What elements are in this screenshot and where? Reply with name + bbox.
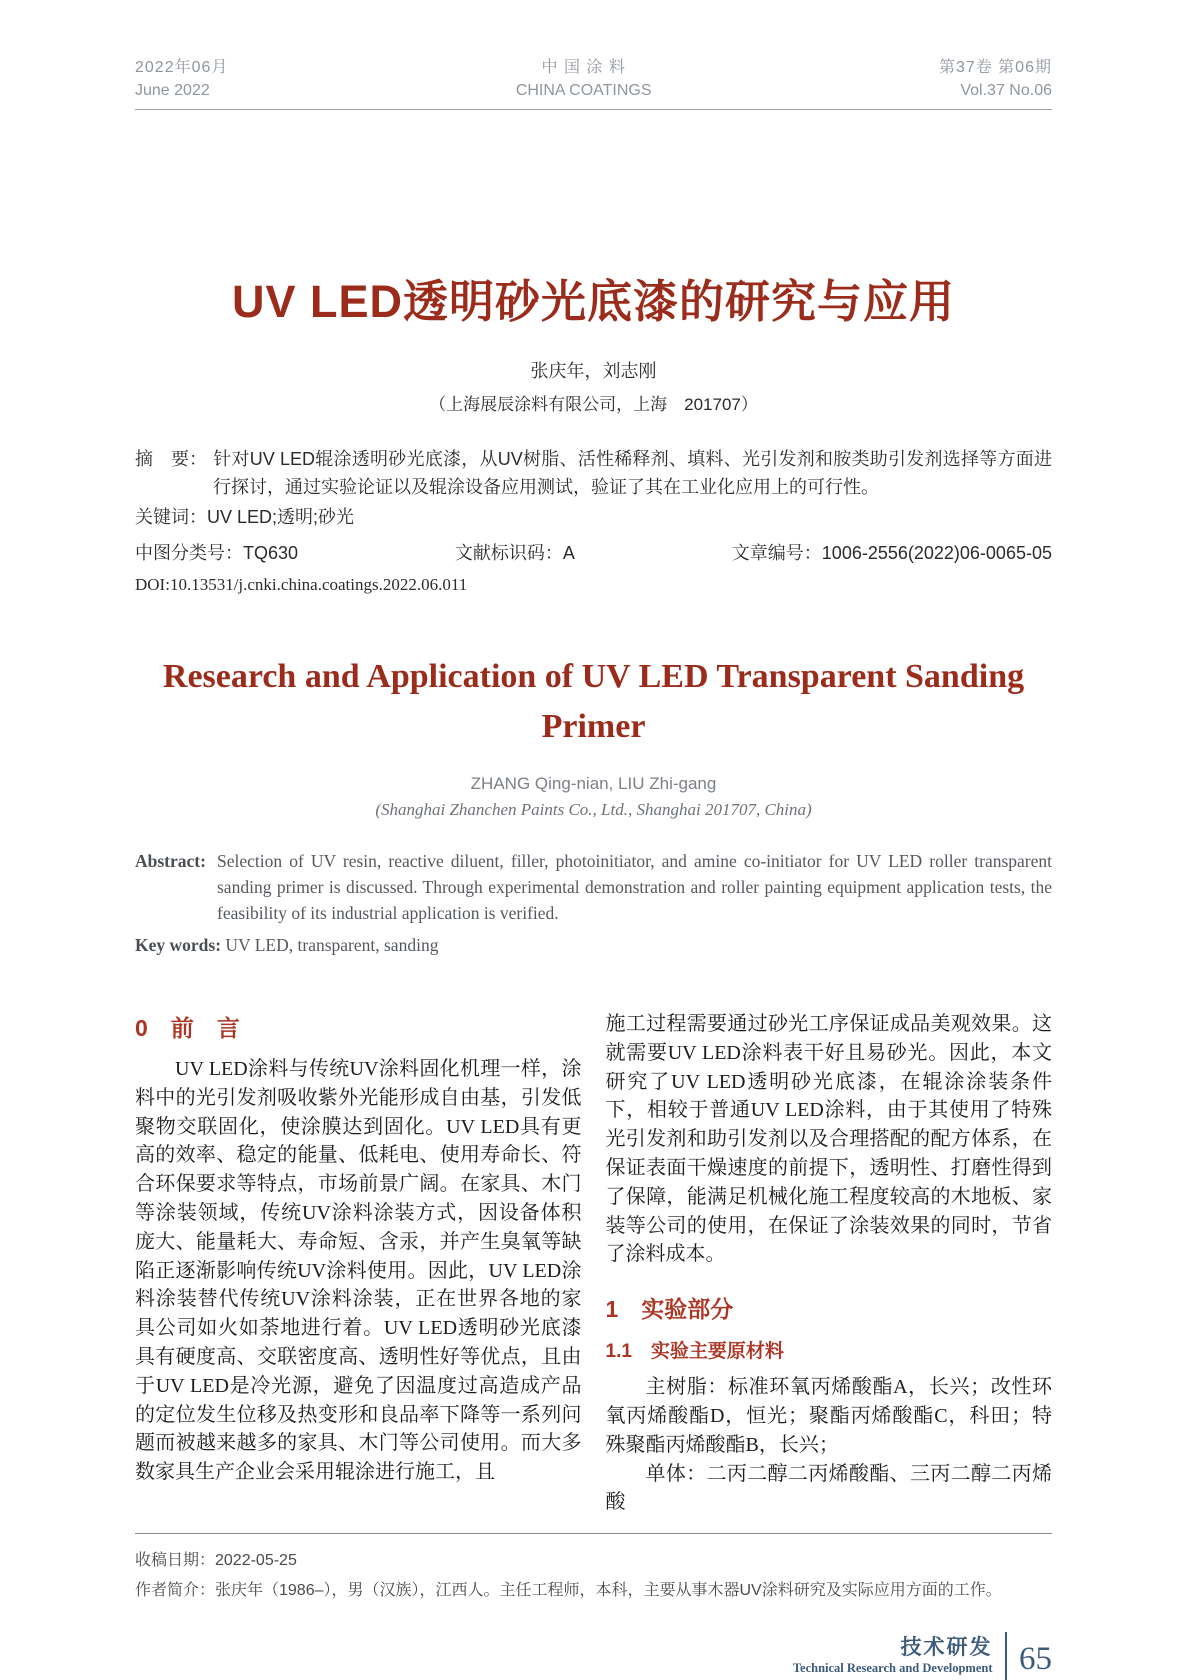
keywords-cn: [135, 503, 1052, 531]
column-left: [135, 1010, 582, 1517]
section-0-paragraph-continued: 施工过程需要通过砂光工序保证成品美观效果。这就需要UV LED涂料表干好且易砂光。因此，本文研究了UV LED透明砂光底漆，在辊涂涂装条件下，相较于普通UV LED涂料，由于其使用了特殊光引发剂和助引发剂以及合理搭配的配方体系，在保证表面干燥速度的前提下，透明性、打磨性得到了保障，能满足机械化施工程度较高的木地板、家装等公司的使用，在保证了涂装效果的同时，节省了涂料成本。: [605, 1013, 1052, 1266]
monomer-paragraph: 单体：二丙二醇二丙烯酸酯、三丙二醇二丙烯酸: [605, 1462, 1052, 1514]
section-0-heading: 0 前 言: [135, 1015, 240, 1041]
authors-en: ZHANG Qing-nian, LIU Zhi-gang: [470, 774, 717, 793]
abstract-label-cn: 摘 要：: [135, 449, 207, 469]
page-content: [135, 0, 1052, 1680]
header-issue-date: [135, 56, 228, 102]
footer-section-name: [793, 1636, 1005, 1677]
volume-issue-en: Vol.37 No.06: [960, 82, 1052, 99]
abstract-en: [135, 848, 1052, 926]
section-1-heading: 1 实验部分: [605, 1296, 734, 1323]
footer-section-en: Technical Research and Development: [792, 1660, 993, 1675]
keywords-label-cn: 关键词：: [135, 507, 207, 527]
footer-section-cn: 技术研发: [900, 1635, 993, 1659]
keywords-label-en: Key words:: [135, 935, 222, 955]
page-footer: [135, 1632, 1052, 1680]
column-right: [606, 1010, 1053, 1517]
page-number: 65: [1019, 1640, 1052, 1677]
article-title-cn: UV LED透明砂光底漆的研究与应用: [231, 276, 955, 327]
article-id: 文章编号：1006-2556(2022)06-0065-05: [731, 543, 1052, 563]
abstract-text-cn: 针对UV LED辊涂透明砂光底漆，从UV树脂、活性稀释剂、填料、光引发剂和胺类助引发剂选择等方面进行探讨，通过实验论证以及辊涂设备应用测试，验证了其在工业化应用上的可行性。: [213, 449, 1052, 497]
received-date: 收稿日期：2022-05-25: [135, 1552, 297, 1570]
abstract-label-en: Abstract:: [135, 851, 206, 871]
footnote-block: [135, 1533, 1052, 1606]
document-code: 文献标识码：A: [454, 543, 575, 563]
abstract-cn: [135, 445, 1052, 501]
section-0-paragraph: UV LED涂料与传统UV涂料固化机理一样，涂料中的光引发剂吸收紫外光能形成自由基，引发低聚物交联固化，使涂膜达到固化。UV LED具有更高的效率、稳定的能量、低耗电、使用寿命长、符合环保要求等特点，市场前景广阔。在家具、木门等涂装领域，传统UV涂料涂装方式，因设备体积庞大、能量耗大、寿命短、含汞，并产生臭氧等缺陷正逐渐影响传统UV涂料使用。因此，UV LED涂料涂装替代传统UV涂料涂装，正在世界各地的家具公司如火如荼地进行着。UV LED透明砂光底漆具有硬度高、交联密度高、透明性好等优点，且由于UV LED是冷光源，避免了因温度过高造成产品的定位发生位移及热变形和良品率下降等一系列问题而被越来越多的家具、木门等公司使用。而大多数家具生产企业会采用辊涂进行施工，且: [135, 1058, 582, 1484]
issue-date-en: June 2022: [135, 82, 210, 99]
classification-row: [135, 539, 1052, 565]
header-journal-name: [516, 56, 652, 102]
body-columns: [135, 1010, 1052, 1517]
abstract-block-en: [135, 848, 1052, 958]
journal-header: [135, 56, 1052, 110]
issue-date-cn: 2022年06月: [135, 59, 229, 76]
abstract-block-cn: [135, 445, 1052, 531]
abstract-text-en: Selection of UV resin, reactive diluent, filler, photoinitiator, and amine co-initiator for UV LED roller transparent sanding primer is discussed. Through experimental demonstration and roller painting equipment application tests, the feasibility of its industrial application is verified.: [217, 851, 1052, 923]
header-volume-issue: [939, 56, 1052, 102]
clc-number: 中图分类号：TQ630: [135, 543, 299, 563]
doi: DOI:10.13531/j.cnki.china.coatings.2022.06.011: [135, 575, 468, 594]
article-title-en: Research and Application of UV LED Transparent Sanding Primer: [162, 658, 1025, 745]
keywords-en: [135, 932, 1052, 958]
affiliation-cn: （上海展辰涂料有限公司，上海 201707）: [429, 395, 758, 414]
journal-name-cn: 中 国 涂 料: [541, 59, 626, 76]
volume-issue-cn: 第37卷 第06期: [938, 59, 1052, 76]
keywords-text-en: UV LED, transparent, sanding: [225, 935, 439, 955]
authors-cn: 张庆年，刘志刚: [530, 361, 657, 381]
affiliation-en: (Shanghai Zhanchen Paints Co., Ltd., Shanghai 201707, China): [375, 800, 812, 819]
section-1-1-heading: 1.1 实验主要原材料: [605, 1341, 784, 1363]
author-bio: 作者简介：张庆年（1986–），男（汉族），江西人。主任工程师，本科，主要从事木器UV涂料研究及实际应用方面的工作。: [135, 1582, 1002, 1600]
materials-paragraph: 主树脂：标准环氧丙烯酸酯A，长兴；改性环氧丙烯酸酯D，恒光；聚酯丙烯酸酯C，科田；特殊聚酯丙烯酸酯B，长兴；: [605, 1376, 1052, 1456]
journal-name-en: CHINA COATINGS: [515, 82, 652, 99]
keywords-text-cn: UV LED;透明;砂光: [207, 507, 355, 527]
